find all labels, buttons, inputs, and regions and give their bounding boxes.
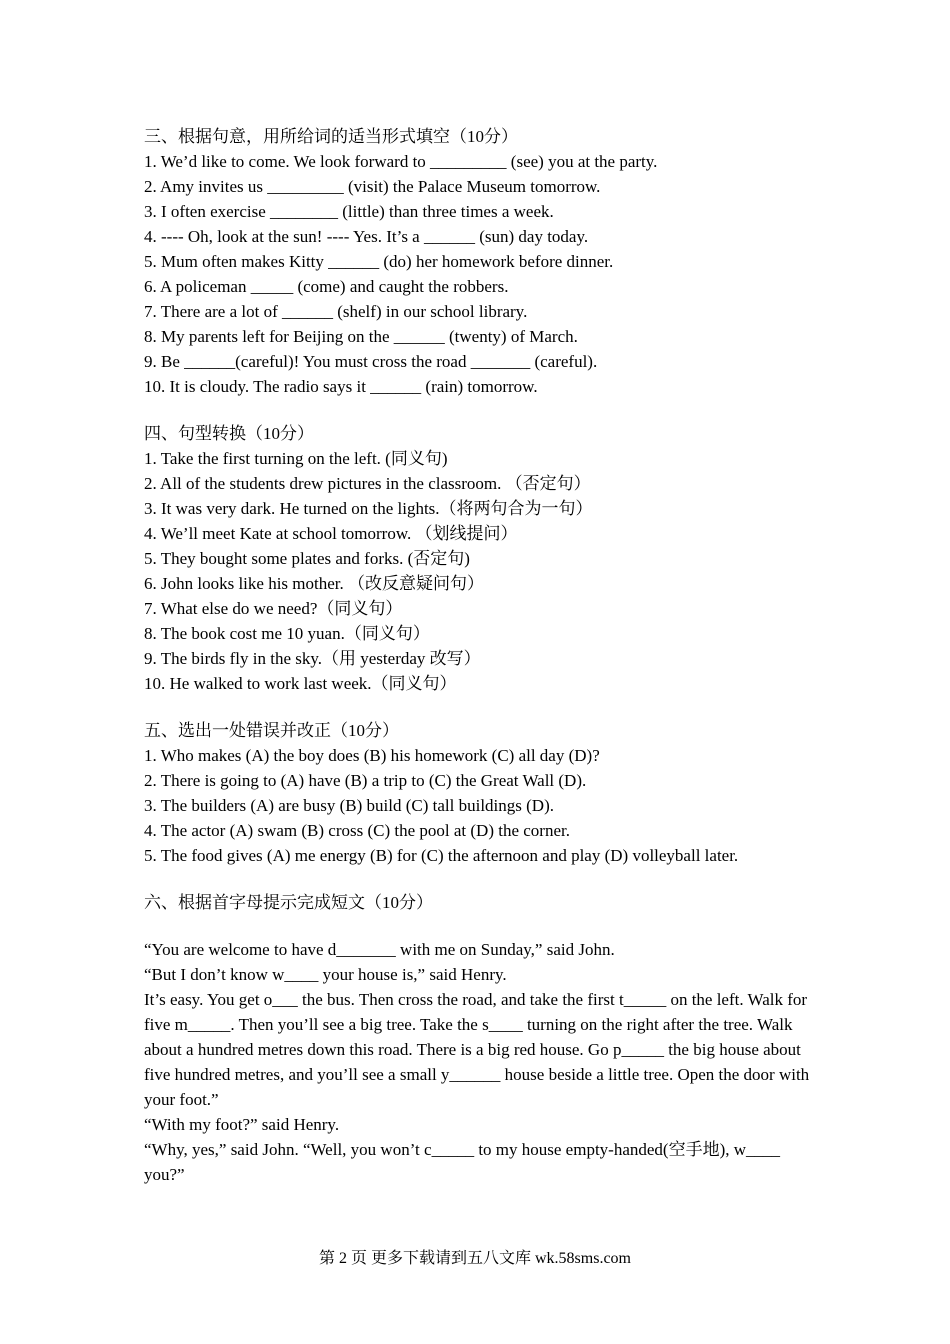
page-footer: 第 2 页 更多下载请到五八文库 wk.58sms.com	[318, 1250, 631, 1267]
exercise-item: 4. ---- Oh, look at the sun! ---- Yes. It’s a ______ (sun) day today.	[144, 227, 589, 246]
exercise-item: 1. Who makes (A) the boy does (B) his homework (C) all day (D)?	[144, 746, 600, 765]
exercise-item: 10. He walked to work last week.（同义句）	[144, 674, 457, 693]
section-4-heading: 四、句型转换（10分）	[144, 424, 314, 443]
section-5-list	[144, 743, 814, 868]
section-4-list	[144, 446, 814, 696]
section-3-list	[144, 149, 814, 399]
exercise-item: 5. They bought some plates and forks. (否定句)	[144, 549, 470, 568]
exercise-item: 2. All of the students drew pictures in the classroom. （否定句）	[144, 474, 591, 493]
passage-paragraph: “But I don’t know w____ your house is,” said Henry.	[144, 965, 507, 984]
section-5-heading: 五、选出一处错误并改正（10分）	[144, 721, 399, 740]
exercise-item: 2. Amy invites us _________ (visit) the Palace Museum tomorrow.	[144, 177, 601, 196]
exercise-item: 10. It is cloudy. The radio says it ______ (rain) tomorrow.	[144, 377, 538, 396]
passage-paragraph: It’s easy. You get o___ the bus. Then cross the road, and take the first t_____ on the left. Walk for five m_____. Then you’ll see a big tree. Take the s____ turning on the right after the tree. Walk about a hundred metres down this road. There is a big red house. Go p_____ the big house about five hundred metres, and you’ll see a small y______ house beside a little tree. Open the door with your foot.”	[144, 990, 810, 1109]
exercise-item: 8. The book cost me 10 yuan.（同义句）	[144, 624, 430, 643]
exercise-item: 5. The food gives (A) me energy (B) for (C) the afternoon and play (D) volleyball later.	[144, 846, 739, 865]
exercise-item: 1. Take the first turning on the left. (同义句)	[144, 449, 448, 468]
exercise-item: 4. The actor (A) swam (B) cross (C) the pool at (D) the corner.	[144, 821, 570, 840]
passage-paragraph: “You are welcome to have d_______ with me on Sunday,” said John.	[144, 940, 615, 959]
exercise-item: 9. Be ______(careful)! You must cross the road _______ (careful).	[144, 352, 598, 371]
section-6-passage	[144, 937, 814, 1187]
section-6-heading: 六、根据首字母提示完成短文（10分）	[144, 893, 433, 912]
exercise-item: 4. We’ll meet Kate at school tomorrow. （划线提问）	[144, 524, 518, 543]
exercise-item: 3. I often exercise ________ (little) than three times a week.	[144, 202, 554, 221]
exercise-item: 5. Mum often makes Kitty ______ (do) her homework before dinner.	[144, 252, 614, 271]
exercise-item: 7. What else do we need?（同义句）	[144, 599, 403, 618]
document-body	[144, 124, 814, 1187]
exercise-item: 6. John looks like his mother. （改反意疑问句）	[144, 574, 484, 593]
exercise-item: 1. We’d like to come. We look forward to _________ (see) you at the party.	[144, 152, 658, 171]
exercise-item: 9. The birds fly in the sky.（用 yesterday 改写）	[144, 649, 481, 668]
exercise-item: 7. There are a lot of ______ (shelf) in our school library.	[144, 302, 528, 321]
passage-paragraph: “With my foot?” said Henry.	[144, 1115, 340, 1134]
section-3-heading: 三、根据句意，用所给词的适当形式填空（10分）	[144, 127, 518, 146]
exercise-item: 3. The builders (A) are busy (B) build (C) tall buildings (D).	[144, 796, 554, 815]
exercise-item: 3. It was very dark. He turned on the lights.（将两句合为一句）	[144, 499, 593, 518]
exercise-item: 6. A policeman _____ (come) and caught the robbers.	[144, 277, 509, 296]
exercise-item: 8. My parents left for Beijing on the ______ (twenty) of March.	[144, 327, 578, 346]
exercise-item: 2. There is going to (A) have (B) a trip to (C) the Great Wall (D).	[144, 771, 587, 790]
passage-paragraph: “Why, yes,” said John. “Well, you won’t c_____ to my house empty-handed(空手地), w____ you?”	[144, 1140, 781, 1184]
